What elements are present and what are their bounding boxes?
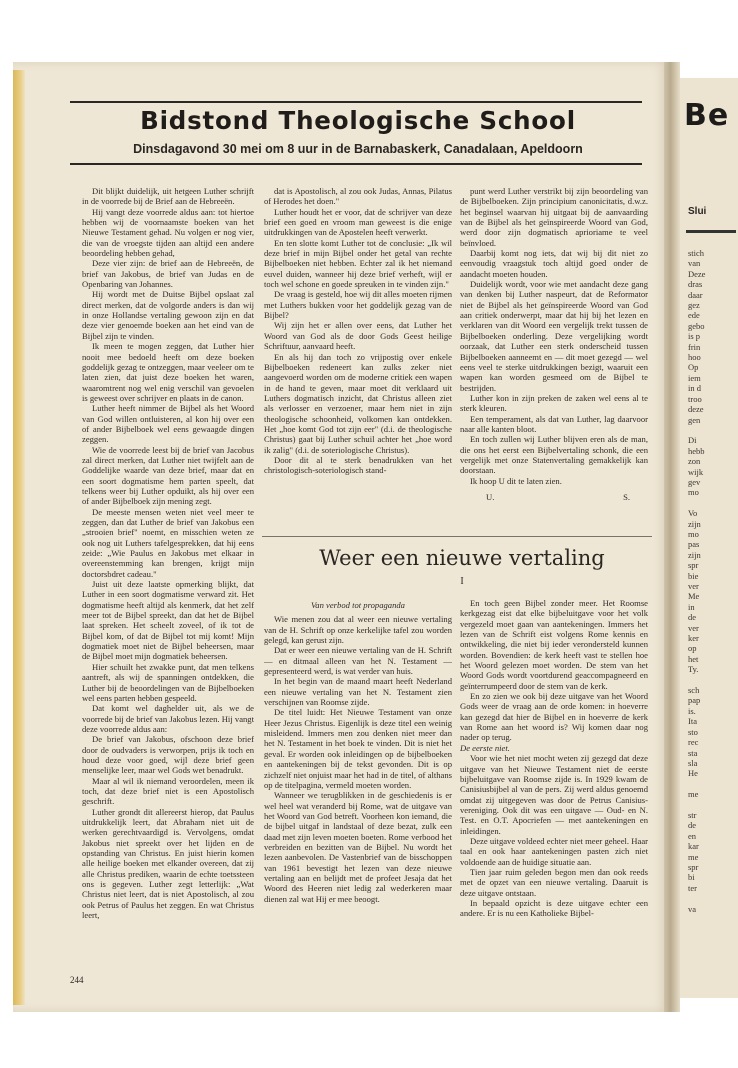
paragraph: Deze uitgave voldeed echter niet meer geheel. Haar taal en ook haar aantekeningen pasten zich niet voldoende aan de huidige situatie aan. bbox=[460, 835, 648, 867]
next-page-line: Op bbox=[688, 362, 699, 373]
page-number: 244 bbox=[70, 975, 84, 985]
article2-title: Weer een nieuwe vertaling bbox=[319, 546, 605, 570]
next-page-subheading: Slui bbox=[688, 206, 707, 217]
paragraph: En ten slotte komt Luther tot de conclusie: „Ik wil deze brief in mijn Bijbel onder het getal van rechte Bijbelboeken niet hebben. Echter zal ik het niemand euvel duiden, wanneer hij deze brief verheft, wijl er toch wel schone en goede spreuken in te vinden zijn." bbox=[264, 237, 452, 290]
paragraph: Daarbij komt nog iets, dat wij bij dit niet zo eenvoudig vraagstuk toch altijd goed onder de aandacht moeten houden. bbox=[460, 248, 648, 279]
header-rule-bottom bbox=[70, 163, 642, 165]
article2-column-2 bbox=[460, 598, 648, 966]
paragraph: En toch geen Bijbel zonder meer. Het Roomse kerkgezag eist dat elke bijbeluitgave voor het volk vergezeld moet gaan van aantekeningen. Immers het lezen van de Schrift eist volgens Rome kennis en ontwikkeling, die niet bij ieder verondersteld kunnen worden. Bovendien: de kerk heeft vast te stellen hoe het Woord gelezen moet worden. De stem van het Woord Gods wordt voortdurend geaccompagneerd en geïnterrumpeerd door de stem van de kerk. bbox=[460, 598, 648, 691]
next-page-line: sla bbox=[688, 757, 698, 768]
paragraph: Luther kon in zijn preken de zaken wel eens al te sterk kleuren. bbox=[460, 392, 648, 414]
paragraph: De meeste mensen weten niet veel meer te zeggen, dan dat Luther de brief van Jakobus een „strooien brief" noemt, en misschien weten ze ook nog uit Luthers tafelgesprekken, dat hij eens zeide: „Wie Paulus en Jakobus met elkaar in overeenstemming kan brengen, krijgt mijn doctorsbdret cadeau." bbox=[82, 506, 254, 579]
next-page-line: mo bbox=[688, 528, 699, 539]
next-page-line: sta bbox=[688, 747, 698, 758]
paragraph: Luther houdt het er voor, dat de schrijver van deze brief een goed en vroom man geweest is die enige uitdrukkingen van de Apostelen heeft verwerkt. bbox=[264, 206, 452, 238]
next-page-line bbox=[688, 779, 736, 789]
next-page-line: gen bbox=[688, 414, 701, 425]
next-page-line: troo bbox=[688, 393, 702, 404]
article2-column-1 bbox=[264, 598, 452, 966]
paragraph: In bepaald opzicht is deze uitgave echter een andere. Er is nu een Katholieke Bijbel- bbox=[460, 897, 648, 919]
next-page-line: en bbox=[688, 830, 697, 841]
next-page-line: stich bbox=[688, 248, 705, 258]
next-page-line: kar bbox=[688, 841, 699, 852]
next-page-line: hoo bbox=[688, 352, 701, 363]
next-page-line: spr bbox=[688, 560, 699, 571]
paragraph: Dat komt wel daghelder uit, als we de voorrede bij de brief van Jakobus lezen. Hij vangt deze voorrede aldus aan: bbox=[82, 703, 254, 734]
paragraph: Hij wordt met de Duitse Bijbel opslaat zal direct merken, dat de volgorde anders is dan wij in onze Hollandse vertaling gewoon zijn en dat deze vier genoemde boeken aan het eind van de Bijbel zijn te vinden. bbox=[82, 289, 254, 341]
paragraph: Duidelijk wordt, voor wie met aandacht deze gang van denken bij Luther naspeurt, dat de Reformator niet de Bijbel als het geïnspireerde Woord van God aan critiek onderwerpt, maar dat hij bij het lezen en verklaren van dit Woord een vergelijk trekt tussen de Bijbelboeken onderling. Deze vergelijking wordt oorzaak, dat Luther een sterk onderscheid tussen Bijbelboeken aanneemt en — dit moet gezegd — wel eens veel te sterke uitdrukkingen bezigt, waaruit een wapen kan worden gesmeed om de Bijbel te bestrijden. bbox=[460, 279, 648, 393]
article1-column-2 bbox=[264, 186, 452, 522]
page-title: Bidstond Theologische School bbox=[140, 106, 576, 135]
paragraph: Luther grondt dit allereerst hierop, dat Paulus uitdrukkelijk leert, dat Abraham niet uit de werken gerechtvaardigd is. Vervolgens, omdat Jakobus niet spreekt over het lijden en de opstanding van Christus. En juist hierin komen alle heilige boeken met elkander overeen, dat zij alle Christus prediken, waarin de echte toetssteen ons is gegeven. Luther zegt letterlijk: „Wat Christus niet leert, dat is niet Apostolisch, al zou ook Petrus of Paulus het zeggen. En wat Christus leert, bbox=[82, 806, 254, 921]
gutter bbox=[664, 62, 680, 1012]
next-page-line: He bbox=[688, 768, 698, 779]
paragraph: Ik hoop U dit te laten zien. bbox=[470, 475, 562, 486]
paragraph: Ik meen te mogen zeggen, dat Luther hier nooit mee bedoeld heeft om deze boeken goddelijk gezag te ontzeggen, maar veeleer om te laten zien, dat juist deze boeken het waren, waaromtrent nog wel enig verschil van gevoelen is geweest over schrijver en plaats in de canon. bbox=[82, 341, 254, 403]
paragraph: Wie de voorrede leest bij de brief van Jacobus zal direct merken, dat Luther niet twijfelt aan de Goddelijke waarde van deze brief, maar dat en een soort dogmatisme hem parten speelt, dat telkens weer bij Luther opduikt, als hij over een of ander Bijbelboek zijn mening zegt. bbox=[82, 444, 254, 507]
paragraph: Door dit al te sterk benadrukken van het christologisch-soteriologisch stand- bbox=[264, 454, 452, 476]
paragraph: Hier schuilt het zwakke punt, dat men telkens aantreft, als wij de spanningen ontdekken, die Luther bij de beoordelingen van de Bijbelboeken wel eens parten hebben gespeeld. bbox=[82, 661, 254, 703]
paragraph: Wanneer we terugblikken in de geschiedenis is er wel heel wat veranderd bij Rome, wat de uitgave van het Woord van God betreft. Voorheen kon iemand, die de bijbel uitgaf in landstaal of deze bezat, zulk een daad met zijn leven moeten boeten. Rome verbood het verbreiden en bezitten van de Bijbel. Nu wordt het lezen aanbevolen. De Vastenbrief van de bisschoppen van 1961 bevestigt het lezen van deze nieuwe vertaling aan en belijdt met de profeet Jesaja dat het Woord des Heeren niet ledig zal wederkeren maar dienen zal wat Hij er mee beoogt. bbox=[264, 790, 452, 904]
next-page-line: is. bbox=[688, 705, 696, 716]
signature-left: U. bbox=[486, 491, 495, 502]
next-page-line: het bbox=[688, 653, 699, 664]
paragraph: dat is Apostolisch, al zou ook Judas, Annas, Pilatus of Herodes het doen." bbox=[264, 186, 452, 207]
next-page-line: ker bbox=[688, 633, 699, 644]
next-page-line: str bbox=[688, 809, 697, 820]
next-page-line: pap bbox=[688, 695, 701, 706]
article2-number: I bbox=[460, 576, 464, 587]
paragraph: Voor wie het niet mocht weten zij gezegd dat deze uitgave van het Nieuwe Testament niet de eerste bijbeluitgave van Roomse zijde is. In 1929 kwam de Canisiusbijbel al van de pers. Zij werd aldus genoemd omdat zij uitgegeven was door de Petrus Canisius-vereniging. Ook dit was een uitgave — Oud- en N. Test. en O.T. Apocriefen — met aantekeningen en inleidingen. bbox=[460, 753, 648, 836]
paragraph: Hij vangt deze voorrede aldus aan: tot hiertoe hebben wij de voornaamste boeken van het Nieuwe Testament gehad. Nu volgen er nog vier, die van de vroegste tijden aan altijd een andere beoordeling hebben gehad, bbox=[82, 206, 254, 259]
next-page-line: gez bbox=[688, 300, 700, 311]
next-page-line: Ita bbox=[688, 716, 697, 727]
paragraph: punt werd Luther verstrikt bij zijn beoordeling van de Bijbelboeken. Zijn principium canonicitatis, d.w.z. het beginsel waarvan hij uitgaat bij de aanvaarding van de Bijbel als het geïnspireerde Woord van God, werd door zijn dogmatisch aprioriame te veel beïnvloed. bbox=[460, 186, 648, 248]
article1-column-3 bbox=[460, 186, 648, 524]
next-page-line: wijk bbox=[688, 466, 704, 477]
next-page-line: va bbox=[688, 903, 697, 914]
paragraph: Een temperament, als dat van Luther, lag daarvoor naar alle kanten bloot. bbox=[460, 413, 648, 434]
paragraph: Tien jaar ruim geleden begon men dan ook reeds met de opzet van een nieuwe vertaling. Daaruit is deze uitgave ontstaan. bbox=[460, 866, 648, 898]
article1-column-1 bbox=[82, 186, 254, 964]
paragraph: De titel luidt: Het Nieuwe Testament van onze Heer Jezus Christus. Eigenlijk is deze titel een weinig misleidend. Immers men zou denken niet meer dan het N. Testament in het boek te vinden. Dit is niet het geval. Er worden ook inleidingen op de bijbelboeken en aantekeningen bij de tekst gevonden. Dit is op zichzelf niet onjuist maar het had in de titel, of althans op de titelpagina, vermeld moeten worden. bbox=[264, 707, 452, 790]
paragraph: Van verbod tot propaganda bbox=[311, 600, 405, 610]
next-page-line: is p bbox=[688, 331, 701, 342]
paragraph: Wie menen zou dat al weer een nieuwe vertaling van de H. Schrift op onze kerkelijke tafel zou worden gelegd, kan gerust zijn. bbox=[264, 614, 452, 646]
signature-right: S. bbox=[623, 491, 630, 502]
article2-separator bbox=[262, 536, 652, 537]
paragraph: De vraag is gesteld, hoe wij dit alles moeten rijmen met Luthers bukken voor het goddelijk gezag van de Bijbel? bbox=[264, 289, 452, 321]
next-page-line bbox=[688, 675, 736, 685]
next-page-line bbox=[688, 800, 736, 810]
page-edge bbox=[13, 70, 25, 1005]
next-page-line: ede bbox=[688, 310, 700, 321]
next-page-line: bi bbox=[688, 872, 695, 883]
paragraph: De brief van Jakobus, ofschoon deze brief door de oudvaders is verworpen, prijs ik toch en houd deze voor goed, wijl deze brief geen menselijke leer, maar wel Gods wet benadrukt. bbox=[82, 734, 254, 776]
paragraph: Luther heeft nimmer de Bijbel als het Woord van God willen ontluisteren, al kon hij over een of ander Bijbelboek wel eens gewaagde dingen zeggen. bbox=[82, 403, 254, 445]
next-page-line: gebo bbox=[688, 320, 705, 331]
next-page-line: spr bbox=[688, 861, 699, 872]
next-page-line: ter bbox=[688, 882, 697, 893]
paragraph: Wij zijn het er allen over eens, dat Luther het Woord van God als de door Gods Geest heilige Schriftuur, aanvaard heeft. bbox=[264, 320, 452, 352]
paragraph: Maar al wil ik niemand veroordelen, meen ik toch, dat deze brief niet is een Apostolisch geschrift. bbox=[82, 775, 254, 807]
right-page-fragment bbox=[680, 78, 738, 998]
next-page-line: Ty. bbox=[688, 664, 699, 675]
page-subtitle: Dinsdagavond 30 mei om 8 uur in de Barnabaskerk, Canadalaan, Apeldoorn bbox=[133, 142, 583, 156]
paragraph: En toch zullen wij Luther blijven eren als de man, die ons het eerst een Bijbelvertaling schonk, die een vergelijk met onze Statenvertaling gemakkelijk kan doorstaan. bbox=[460, 434, 648, 476]
next-page-line: mo bbox=[688, 487, 699, 498]
next-page-line: daar bbox=[688, 289, 703, 300]
next-page-line: ver bbox=[688, 581, 699, 591]
next-page-line bbox=[688, 498, 736, 508]
paragraph: Juist uit deze laatste opmerking blijkt, dat Luther in een soort dogmatisme verward zit. Het dogmatisme heeft altijd als kenmerk, dat het zelf meer tot de Bijbel spreekt, dan dat het de Bijbel laat spreken. Het scheelt zoveel, of ik tot de Bijbel kom, of dat de Bijbel tot mij komt! Mijn dogmatiek moet niet de Bijbel beheersen, maar de Bijbel moet mijn dogmatiek beheersen. bbox=[82, 579, 254, 662]
next-page-line: de bbox=[688, 612, 697, 623]
next-page-line: frin bbox=[688, 341, 701, 352]
paragraph: Deze vier zijn: de brief aan de Hebreeën, de brief van Jakobus, de brief van Judas en de Openbaring van Johannes. bbox=[82, 258, 254, 290]
next-page-line: Deze bbox=[688, 268, 706, 279]
next-page-line: gev bbox=[688, 476, 701, 487]
paragraph: De eerste niet. bbox=[460, 742, 510, 753]
next-page-line: zijn bbox=[688, 549, 701, 560]
next-page-line: Me bbox=[688, 591, 700, 602]
next-page-line: iem bbox=[688, 372, 701, 383]
next-page-heading: Be bbox=[684, 98, 730, 133]
next-page-line: Vo bbox=[688, 508, 698, 519]
next-page-line: rec bbox=[688, 737, 699, 748]
next-page-line: dras bbox=[688, 279, 703, 290]
next-page-line: deze bbox=[688, 404, 704, 415]
next-page-line: sch bbox=[688, 685, 700, 696]
next-page-rule bbox=[686, 230, 736, 233]
paragraph: En als hij dan toch zo vrijpostig over enkele Bijbelboeken redeneert kan zulks zeker niet aangevoerd worden om de moderne critiek een wapen in de hand te geven, maar moet dit verklaard uit Luthers dogmatisch inzicht, dat Christus alleen ziet als verlosser en verzoener, maar hem niet in zijn theologische schoonheid, volkomen kan ontdekken. Het „hoe komt God tot zijn eer" (d.i. de theologische Christus) gaat bij Luther schuil achter het „hoe word ik zalig" (d.i. de soteriologische Christus). bbox=[264, 351, 452, 455]
next-page-line: op bbox=[688, 643, 697, 654]
next-page-line: me bbox=[688, 789, 699, 800]
paragraph: En zo zien we ook bij deze uitgave van het Woord Gods weer de vraag aan de orde komen: in hoeverre kan gezegd dat hier de Bijbel en in hoeverre de kerk van Rome aan het woord is? Wij komen daar nog nader op terug. bbox=[460, 691, 648, 743]
paragraph: Dat er weer een nieuwe vertaling van de H. Schrift — en ditmaal alleen van het N. Testament — gepresenteerd werd, is wat verder van huis. bbox=[264, 645, 452, 677]
paragraph: Dit blijkt duidelijk, uit hetgeen Luther schrijft in de voorrede bij de Brief aan de Hebreeën. bbox=[82, 186, 254, 207]
next-page-line bbox=[688, 425, 736, 435]
next-page-line: in bbox=[688, 601, 695, 612]
next-page-line: de bbox=[688, 820, 697, 831]
next-page-line: hebb bbox=[688, 445, 705, 456]
next-page-line: sto bbox=[688, 726, 698, 737]
next-page-line: pas bbox=[688, 539, 700, 550]
paragraph: In het begin van de maand maart heeft Nederland een nieuwe vertaling van het N. Testament zien verschijnen van Roomse zijde. bbox=[264, 676, 452, 708]
header-rule-top bbox=[70, 101, 642, 103]
next-page-line: zijn bbox=[688, 518, 701, 529]
next-page-line: Di bbox=[688, 435, 697, 446]
next-page-line: zon bbox=[688, 456, 701, 467]
next-page-line: bie bbox=[688, 570, 699, 581]
next-page-line: in d bbox=[688, 383, 701, 394]
next-page-line: me bbox=[688, 851, 699, 862]
next-page-line: ver bbox=[688, 622, 699, 633]
next-page-text bbox=[688, 248, 736, 914]
next-page-line: van bbox=[688, 258, 701, 269]
next-page-line bbox=[688, 893, 736, 903]
signature-line bbox=[460, 492, 648, 502]
